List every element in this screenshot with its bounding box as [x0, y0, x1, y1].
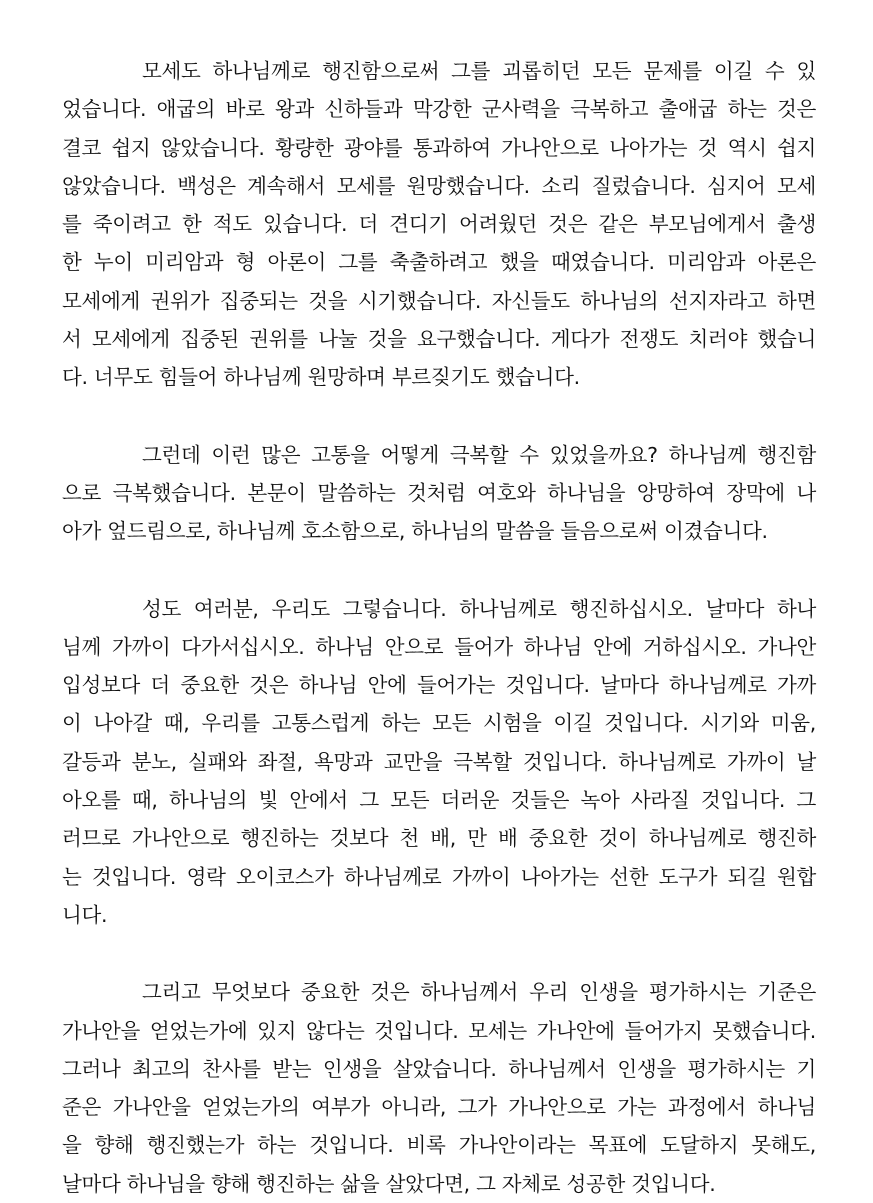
document-body [62, 52, 816, 1203]
paragraph-spacer [62, 934, 816, 973]
text-line: 성도 여러분, 우리도 그렇습니다. 하나님께로 행진하십시오. 날마다 하나 [142, 596, 816, 621]
text-line: 다. 너무도 힘들어 하나님께 원망하며 부르짖기도 했습니다. [62, 365, 580, 390]
paragraph-1 [62, 52, 816, 397]
text-line: 었습니다. 애굽의 바로 왕과 신하들과 막강한 군사력을 극복하고 출애굽 하는 것은 [62, 97, 816, 122]
text-line: 를 죽이려고 한 적도 있습니다. 더 견디기 어려웠던 것은 같은 부모님에게서 출생 [62, 212, 816, 237]
text-line: 그런데 이런 많은 고통을 어떻게 극복할 수 있었을까요? 하나님께 행진함 [142, 442, 816, 467]
paragraph-spacer [62, 397, 816, 436]
text-line: 모세에게 권위가 집중되는 것을 시기했습니다. 자신들도 하나님의 선지자라고 하면 [62, 288, 816, 313]
text-line: 아오를 때, 하나님의 빛 안에서 그 모든 더러운 것들은 녹아 사라질 것입니다. 그 [62, 788, 816, 813]
text-line: 준은 가나안을 얻었는가의 여부가 아니라, 그가 가나안으로 가는 과정에서 하나님 [62, 1095, 816, 1120]
text-line: 모세도 하나님께로 행진함으로써 그를 괴롭히던 모든 문제를 이길 수 있 [142, 59, 816, 83]
text-line: 러므로 가나안으로 행진하는 것보다 천 배, 만 배 중요한 것이 하나님께로 행진하 [62, 826, 816, 851]
paragraph-4 [62, 973, 816, 1203]
text-line: 날마다 하나님을 향해 행진하는 삶을 살았다면, 그 자체로 성공한 것입니다. [62, 1171, 716, 1196]
text-line: 아가 엎드림으로, 하나님께 호소함으로, 하나님의 말씀을 들음으로써 이겼습니다. [62, 519, 768, 544]
text-line: 입성보다 더 중요한 것은 하나님 안에 들어가는 것입니다. 날마다 하나님께로 가까 [62, 673, 816, 698]
paragraph-3 [62, 590, 816, 935]
text-line: 그리고 무엇보다 중요한 것은 하나님께서 우리 인생을 평가하시는 기준은 [142, 980, 816, 1005]
text-line: 으로 극복했습니다. 본문이 말씀하는 것처럼 여호와 하나님을 앙망하여 장막에 나 [62, 480, 816, 505]
text-line: 니다. [62, 902, 108, 927]
text-line: 갈등과 분노, 실패와 좌절, 욕망과 교만을 극복할 것입니다. 하나님께로 가까이 날 [62, 749, 816, 774]
text-line: 서 모세에게 집중된 권위를 나눌 것을 요구했습니다. 게다가 전쟁도 치러야 했습니 [62, 327, 816, 352]
text-line: 는 것입니다. 영락 오이코스가 하나님께로 가까이 나아가는 선한 도구가 되길 원합 [62, 864, 816, 889]
paragraph-spacer [62, 551, 816, 590]
text-line: 이 나아갈 때, 우리를 고통스럽게 하는 모든 시험을 이길 것입니다. 시기와 미움, [62, 711, 816, 736]
text-line: 가나안을 얻었는가에 있지 않다는 것입니다. 모세는 가나안에 들어가지 못했습니다. [62, 1018, 816, 1043]
text-line: 한 누이 미리암과 형 아론이 그를 축출하려고 했을 때였습니다. 미리암과 아론은 [62, 250, 816, 275]
text-line: 않았습니다. 백성은 계속해서 모세를 원망했습니다. 소리 질렀습니다. 심지어 모세 [62, 173, 816, 198]
text-line: 을 향해 행진했는가 하는 것입니다. 비록 가나안이라는 목표에 도달하지 못해도, [62, 1133, 816, 1158]
text-line: 그러나 최고의 찬사를 받는 인생을 살았습니다. 하나님께서 인생을 평가하시는 기 [62, 1056, 816, 1081]
paragraph-2 [62, 436, 816, 551]
text-line: 결코 쉽지 않았습니다. 황량한 광야를 통과하여 가나안으로 나아가는 것 역시 쉽지 [62, 135, 816, 160]
text-line: 님께 가까이 다가서십시오. 하나님 안으로 들어가 하나님 안에 거하십시오. 가나안 [62, 634, 816, 659]
